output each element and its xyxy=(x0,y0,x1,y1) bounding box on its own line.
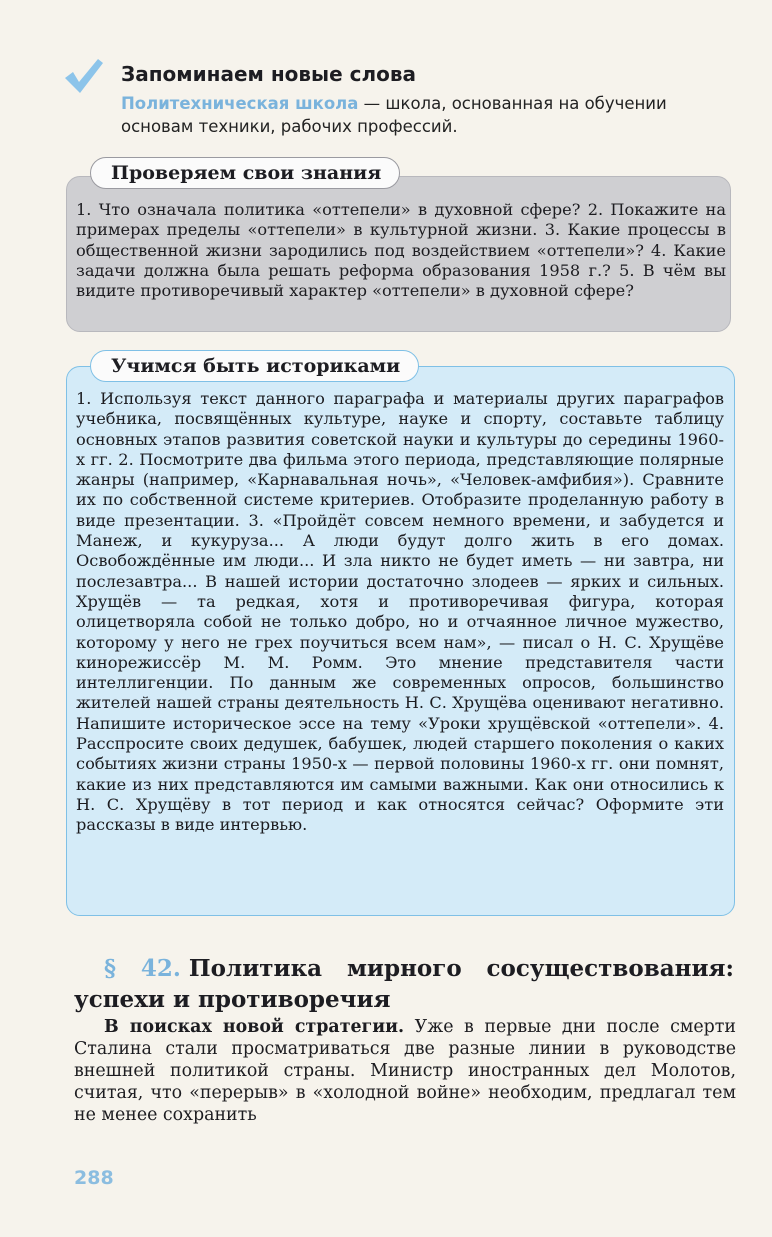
section-title: Политика мирного сосуществования: успехи и противоречия xyxy=(74,955,734,1013)
section-heading xyxy=(74,953,734,1015)
checkmark-icon xyxy=(62,56,104,96)
vocab-title: Запоминаем новые слова xyxy=(121,62,417,86)
body-paragraph xyxy=(74,1016,736,1126)
paragraph-text: Уже в первые дни после смерти Сталина стали просматриваться две разные линии в руководстве внешней политикой страны. Министр иностранных дел Молотов, считая, что «перерыв» в «холодной войне» необходим, предлагал тем не менее сохранить xyxy=(74,1017,736,1125)
paragraph-run-in-heading: В поисках новой стратегии. xyxy=(104,1017,405,1037)
section-number: § 42. xyxy=(104,955,181,982)
page-number: 288 xyxy=(74,1167,114,1189)
vocab-definition-text: — школа, основанная на обучении основам техники, рабочих профессий. xyxy=(121,94,667,136)
check-knowledge-questions: 1. Что означала политика «оттепели» в духовной сфере? 2. Покажите на примерах пределы «оттепели» в культурной жизни. 3. Какие процессы в общественной жизни зародились под воздействием «оттепели»? 4. Какие задачи должна была решать реформа образования 1958 г.? 5. В чём вы видите противоречивый характер «оттепели» в духовной сфере? xyxy=(76,200,726,301)
historians-tasks: 1. Используя текст данного параграфа и материалы других параграфов учебника, посвящённых культуре, науке и спорту, составьте таблицу основных этапов развития советской науки и культуры до середины 1960-х гг. 2. Посмотрите два фильма этого периода, представляющие полярные жанры (например, «Карнавальная ночь», «Человек-амфибия»). Сравните их по собственной системе критериев. Отобразите проделанную работу в виде презентации. 3. «Пройдёт совсем немного времени, и забудется и Манеж, и кукуруза... А люди будут долго жить в его домах. Освобождённые им люди... И зла никто не будет иметь — ни завтра, ни послезавтра... В нашей истории достаточно злодеев — ярких и сильных. Хрущёв — та редкая, хотя и противоречивая фигура, которая олицетворяла собой не только добро, но и отчаянное личное мужество, которому у него не грех поучиться всем нам», — писал о Н. С. Хрущёве кинорежиссёр М. М. Ромм. Это мнение представителя части интеллигенции. По данным же современных опросов, большинство жителей нашей страны деятельность Н. С. Хрущёва оценивают негативно. Напишите историческое эссе на тему «Уроки хрущёвской «оттепели». 4. Расспросите своих дедушек, бабушек, людей старшего поколения о каких событиях жизни страны 1950-х — первой половины 1960-х гг. они помнят, какие из них представляются им самыми важными. Как они относились к Н. С. Хрущёву в тот период и как относятся сейчас? Оформите эти рассказы в виде интервью. xyxy=(76,389,724,835)
vocab-term: Политехническая школа xyxy=(121,94,359,113)
vocab-definition xyxy=(121,92,731,138)
check-knowledge-title: Проверяем свои знания xyxy=(90,157,400,189)
historians-title: Учимся быть историками xyxy=(90,350,419,382)
